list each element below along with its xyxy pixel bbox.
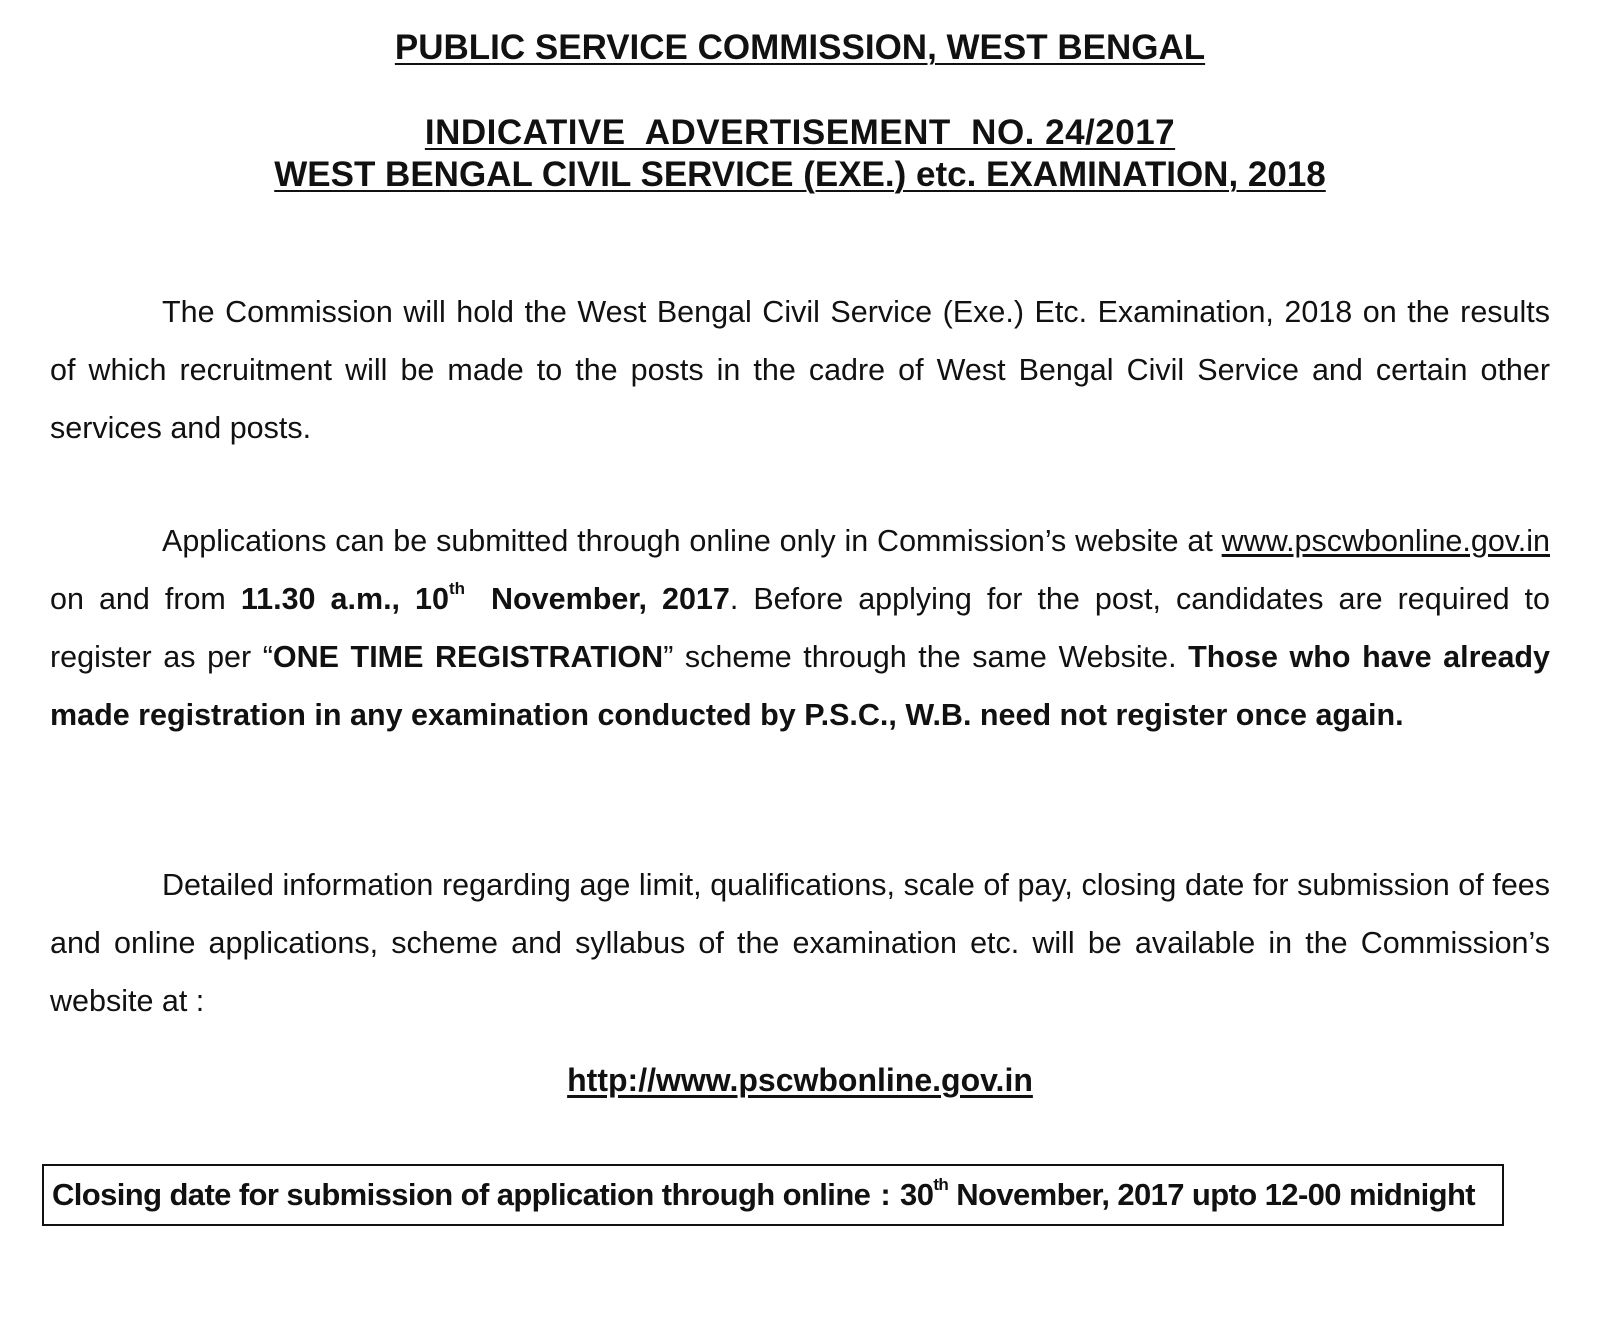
website-link[interactable]: www.pscwbonline.gov.in bbox=[1221, 524, 1550, 558]
on-from-text: on and from bbox=[50, 582, 241, 616]
start-time: 11.30 a.m., 10 bbox=[240, 582, 449, 616]
registration-scheme: ONE TIME REGISTRATION bbox=[272, 640, 664, 674]
start-day-suffix: th bbox=[448, 578, 466, 598]
closing-day: 30 bbox=[900, 1177, 934, 1212]
paragraph-detailed-info: Detailed information regarding age limit, qualifications, scale of pay, closing date for submission of fees and online applications, scheme and syllabus of the examination etc. will be available in the Commission’s website at : bbox=[50, 868, 1550, 1018]
scheme-website-text: ” scheme through the same Website. bbox=[663, 640, 1189, 674]
paragraph-application-info bbox=[50, 512, 1550, 744]
paragraph-exam-intro: The Commission will hold the West Bengal Civil Service (Exe.) Etc. Examination, 2018 on the results of which recruitment will be made to the posts in the cadre of West Bengal Civil Service and certain other services and posts. bbox=[50, 295, 1550, 445]
closing-label: Closing date for submission of application through online bbox=[52, 1177, 871, 1212]
organization-title: PUBLIC SERVICE COMMISSION, WEST BENGAL bbox=[394, 28, 1206, 67]
registration-note: Those who have already made registration in any examination conducted by P.S.C., W.B. need not register once again. bbox=[50, 640, 1550, 732]
advertisement-number: INDICATIVE ADVERTISEMENT NO. 24/2017 bbox=[424, 113, 1176, 152]
start-month-year: November, 2017 bbox=[491, 582, 730, 616]
closing-day-suffix: th bbox=[933, 1174, 949, 1194]
application-lead-text: Applications can be submitted through online only in Commission’s website at bbox=[162, 524, 1222, 558]
commission-website-url[interactable]: http://www.pscwbonline.gov.in bbox=[567, 1062, 1033, 1098]
registration-instruction: . Before applying for the post, candidates are required to register as per “ bbox=[50, 582, 1550, 674]
closing-date-box bbox=[42, 1164, 1504, 1226]
closing-date-rest: November, 2017 upto 12-00 midnight bbox=[948, 1177, 1476, 1212]
closing-colon: : bbox=[880, 1177, 891, 1212]
examination-title: WEST BENGAL CIVIL SERVICE (EXE.) etc. EXAMINATION, 2018 bbox=[274, 155, 1326, 194]
